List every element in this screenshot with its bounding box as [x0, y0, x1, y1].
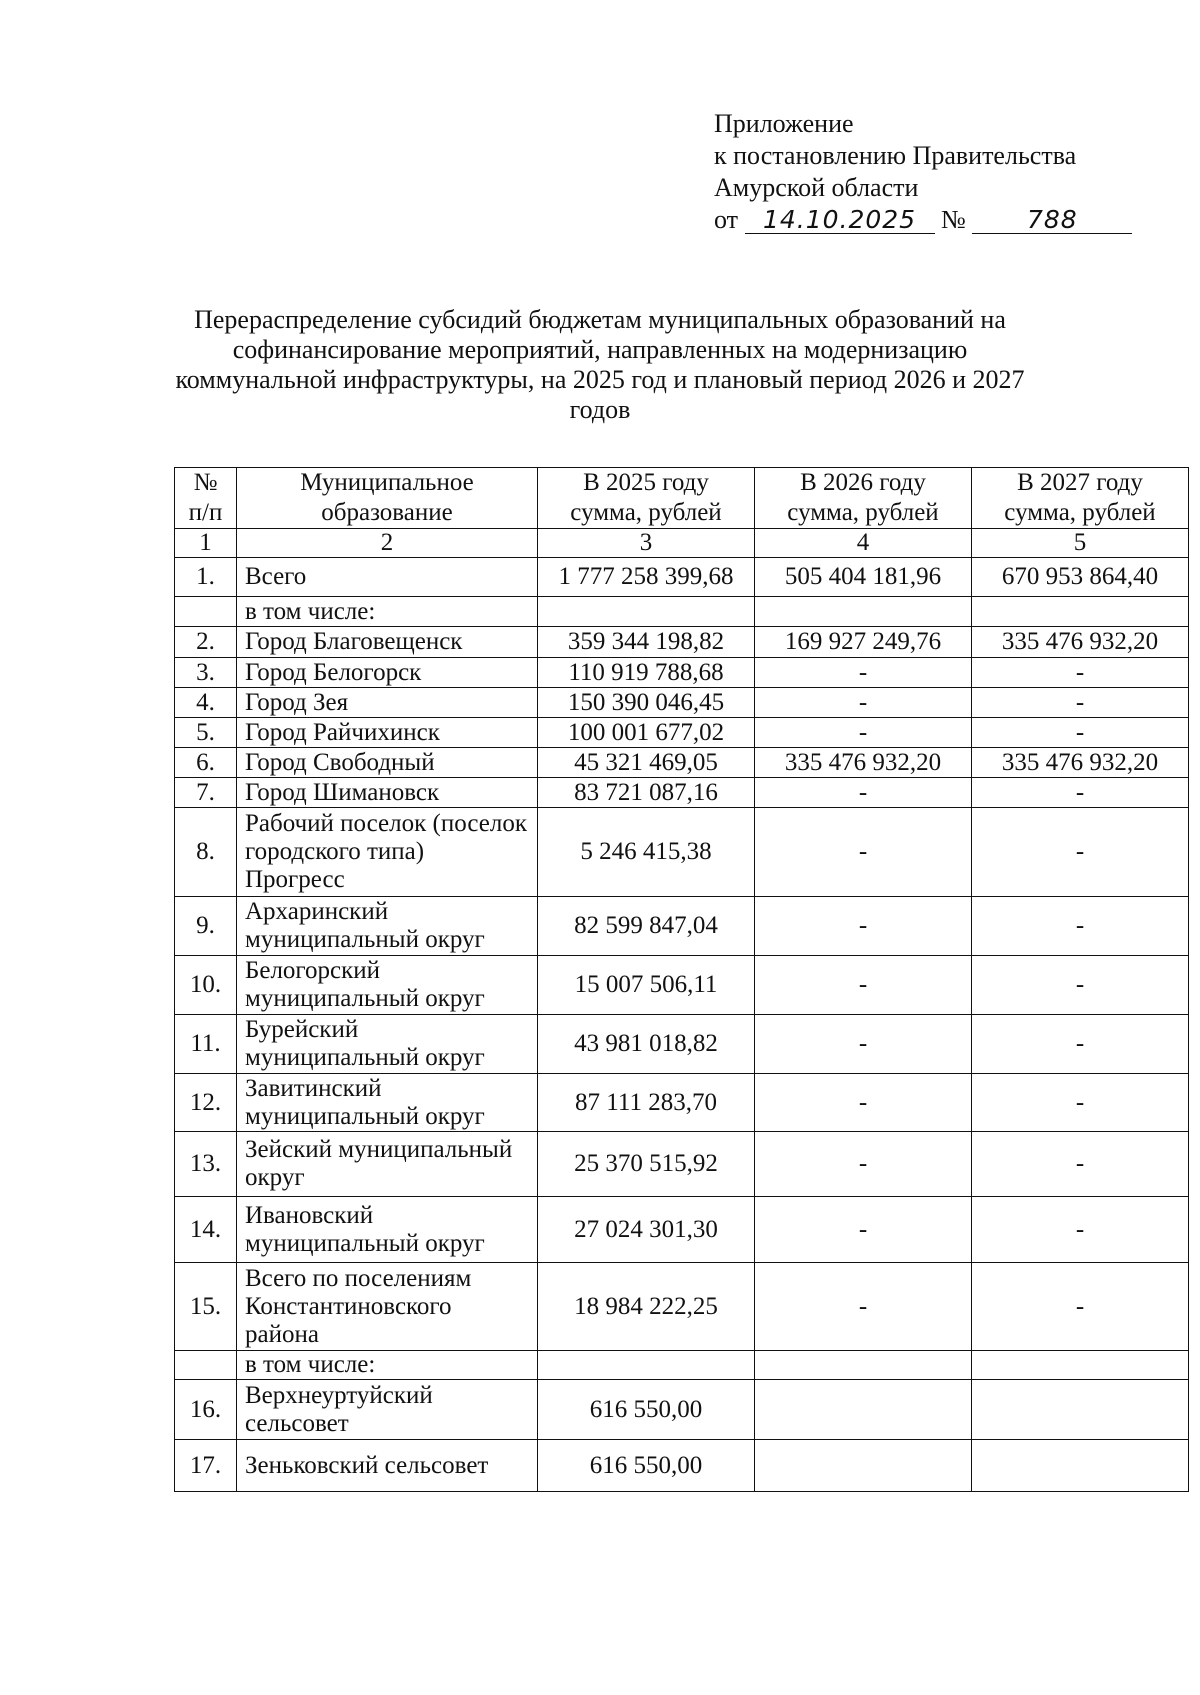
row-number: 2.: [175, 627, 237, 658]
row-municipality: Архаринский муниципальный округ: [237, 897, 538, 956]
row-value-2026: -: [755, 897, 972, 956]
row-value-2027: -: [972, 718, 1189, 748]
document-title: Перераспределение субсидий бюджетам муниципальных образований на софинансирование мероприятий, направленных на модернизацию коммунальной инфраструктуры, на 2025 год и плановый период 2026 и 2027 годов: [175, 305, 1025, 424]
row-municipality: Город Свободный: [237, 748, 538, 778]
row-value-2027: -: [972, 1015, 1189, 1074]
row-value-2027: -: [972, 658, 1189, 688]
row-number: [175, 597, 237, 627]
table-row: [175, 808, 1189, 897]
table-row: [175, 558, 1189, 597]
row-municipality: Город Шимановск: [237, 778, 538, 808]
table-row: [175, 1440, 1189, 1492]
row-municipality: Рабочий поселок (поселок городского типа) Прогресс: [237, 808, 538, 897]
table-row: [175, 1074, 1189, 1132]
table-body: [175, 558, 1189, 1492]
row-value-2027: -: [972, 688, 1189, 718]
header-number-line2: п/п: [188, 499, 223, 526]
column-index: 5: [972, 529, 1189, 558]
table-row: [175, 1197, 1189, 1263]
row-value-2026: -: [755, 1074, 972, 1132]
row-value-2025: 5 246 415,38: [538, 808, 755, 897]
row-value-2025: 1 777 258 399,68: [538, 558, 755, 597]
header-municipality-line1: Муниципальное: [300, 469, 474, 496]
row-number: 7.: [175, 778, 237, 808]
row-value-2026: -: [755, 1015, 972, 1074]
row-value-2027: -: [972, 1263, 1189, 1351]
row-number: 3.: [175, 658, 237, 688]
row-value-2025: [538, 1351, 755, 1380]
row-municipality: Зейский муниципальный округ: [237, 1132, 538, 1197]
table-row: [175, 1263, 1189, 1351]
row-municipality: Город Благовещенск: [237, 627, 538, 658]
row-value-2027: [972, 597, 1189, 627]
row-value-2026: -: [755, 1263, 972, 1351]
row-number: 13.: [175, 1132, 237, 1197]
table-row: [175, 1351, 1189, 1380]
row-number: 11.: [175, 1015, 237, 1074]
table-row: [175, 1132, 1189, 1197]
table-row: [175, 658, 1189, 688]
row-value-2025: 27 024 301,30: [538, 1197, 755, 1263]
table-row: [175, 627, 1189, 658]
row-value-2026: -: [755, 1197, 972, 1263]
handwritten-number: 788: [972, 207, 1132, 234]
row-value-2027: -: [972, 1074, 1189, 1132]
table-row: [175, 718, 1189, 748]
row-number: 6.: [175, 748, 237, 778]
row-municipality: Город Зея: [237, 688, 538, 718]
row-value-2027: -: [972, 1197, 1189, 1263]
row-value-2026: 335 476 932,20: [755, 748, 972, 778]
row-number: 17.: [175, 1440, 237, 1492]
row-municipality: Город Райчихинск: [237, 718, 538, 748]
row-value-2025: 15 007 506,11: [538, 956, 755, 1015]
column-index: 3: [538, 529, 755, 558]
row-municipality: Бурейский муниципальный округ: [237, 1015, 538, 1074]
row-municipality: Белогорский муниципальный округ: [237, 956, 538, 1015]
row-value-2025: 616 550,00: [538, 1440, 755, 1492]
row-value-2027: 335 476 932,20: [972, 627, 1189, 658]
row-value-2025: 359 344 198,82: [538, 627, 755, 658]
row-municipality: Завитинский муниципальный округ: [237, 1074, 538, 1132]
header-2025: [538, 468, 755, 529]
header-2026: [755, 468, 972, 529]
header-2025-line2: сумма, рублей: [570, 499, 722, 526]
row-municipality: Ивановский муниципальный округ: [237, 1197, 538, 1263]
row-value-2026: [755, 1440, 972, 1492]
number-prefix: №: [941, 205, 966, 234]
subsidy-table: [174, 467, 1189, 1492]
table-row: [175, 956, 1189, 1015]
row-value-2027: -: [972, 956, 1189, 1015]
row-number: 12.: [175, 1074, 237, 1132]
row-value-2027: [972, 1351, 1189, 1380]
appendix-line-1: Приложение: [714, 109, 854, 138]
column-index-row: [175, 529, 1189, 558]
row-number: 4.: [175, 688, 237, 718]
row-value-2025: [538, 597, 755, 627]
row-value-2026: -: [755, 688, 972, 718]
header-number: [175, 468, 237, 529]
row-number: 8.: [175, 808, 237, 897]
row-value-2025: 616 550,00: [538, 1380, 755, 1440]
column-index: 4: [755, 529, 972, 558]
appendix-block: [714, 108, 1132, 236]
row-value-2025: 45 321 469,05: [538, 748, 755, 778]
table-row: [175, 1015, 1189, 1074]
row-value-2026: [755, 1380, 972, 1440]
row-number: 10.: [175, 956, 237, 1015]
row-municipality: в том числе:: [237, 597, 538, 627]
row-value-2026: 505 404 181,96: [755, 558, 972, 597]
row-value-2027: 335 476 932,20: [972, 748, 1189, 778]
row-number: 15.: [175, 1263, 237, 1351]
row-municipality: в том числе:: [237, 1351, 538, 1380]
row-value-2026: -: [755, 778, 972, 808]
column-index: 1: [175, 529, 237, 558]
row-value-2027: -: [972, 897, 1189, 956]
row-number: [175, 1351, 237, 1380]
row-number: 9.: [175, 897, 237, 956]
row-municipality: Всего по поселениям Константиновского района: [237, 1263, 538, 1351]
date-prefix: от: [714, 205, 739, 234]
handwritten-date: 14.10.2025: [745, 207, 935, 234]
row-number: 5.: [175, 718, 237, 748]
appendix-date-line: [714, 204, 1132, 236]
row-value-2027: 670 953 864,40: [972, 558, 1189, 597]
appendix-line-3: Амурской области: [714, 173, 919, 202]
header-2025-line1: В 2025 году: [583, 469, 709, 496]
table-row: [175, 597, 1189, 627]
row-value-2025: 100 001 677,02: [538, 718, 755, 748]
row-value-2025: 83 721 087,16: [538, 778, 755, 808]
header-2027-line2: сумма, рублей: [1004, 499, 1156, 526]
row-municipality: Зеньковский сельсовет: [237, 1440, 538, 1492]
row-number: 1.: [175, 558, 237, 597]
appendix-line-2: к постановлению Правительства: [714, 141, 1077, 170]
row-value-2025: 82 599 847,04: [538, 897, 755, 956]
row-value-2027: -: [972, 1132, 1189, 1197]
table-row: [175, 748, 1189, 778]
header-2026-line1: В 2026 году: [800, 469, 926, 496]
row-value-2026: 169 927 249,76: [755, 627, 972, 658]
row-value-2027: -: [972, 808, 1189, 897]
table-row: [175, 1380, 1189, 1440]
table-row: [175, 778, 1189, 808]
header-2027-line1: В 2027 году: [1017, 469, 1143, 496]
row-value-2025: 18 984 222,25: [538, 1263, 755, 1351]
row-value-2026: -: [755, 718, 972, 748]
header-2026-line2: сумма, рублей: [787, 499, 939, 526]
header-municipality-line2: образование: [321, 499, 453, 526]
column-index: 2: [237, 529, 538, 558]
row-value-2026: [755, 597, 972, 627]
row-value-2025: 87 111 283,70: [538, 1074, 755, 1132]
row-value-2025: 150 390 046,45: [538, 688, 755, 718]
row-number: 16.: [175, 1380, 237, 1440]
row-value-2025: 43 981 018,82: [538, 1015, 755, 1074]
header-municipality: [237, 468, 538, 529]
row-value-2027: -: [972, 778, 1189, 808]
row-value-2025: 110 919 788,68: [538, 658, 755, 688]
row-number: 14.: [175, 1197, 237, 1263]
row-value-2026: -: [755, 956, 972, 1015]
row-municipality: Всего: [237, 558, 538, 597]
row-value-2027: [972, 1440, 1189, 1492]
row-value-2026: -: [755, 808, 972, 897]
table-header-row: [175, 468, 1189, 529]
row-value-2026: [755, 1351, 972, 1380]
row-value-2026: -: [755, 658, 972, 688]
header-2027: [972, 468, 1189, 529]
table-row: [175, 688, 1189, 718]
row-value-2026: -: [755, 1132, 972, 1197]
row-value-2025: 25 370 515,92: [538, 1132, 755, 1197]
row-municipality: Город Белогорск: [237, 658, 538, 688]
row-value-2027: [972, 1380, 1189, 1440]
header-number-line1: №: [193, 469, 218, 496]
table-row: [175, 897, 1189, 956]
row-municipality: Верхнеуртуйский сельсовет: [237, 1380, 538, 1440]
